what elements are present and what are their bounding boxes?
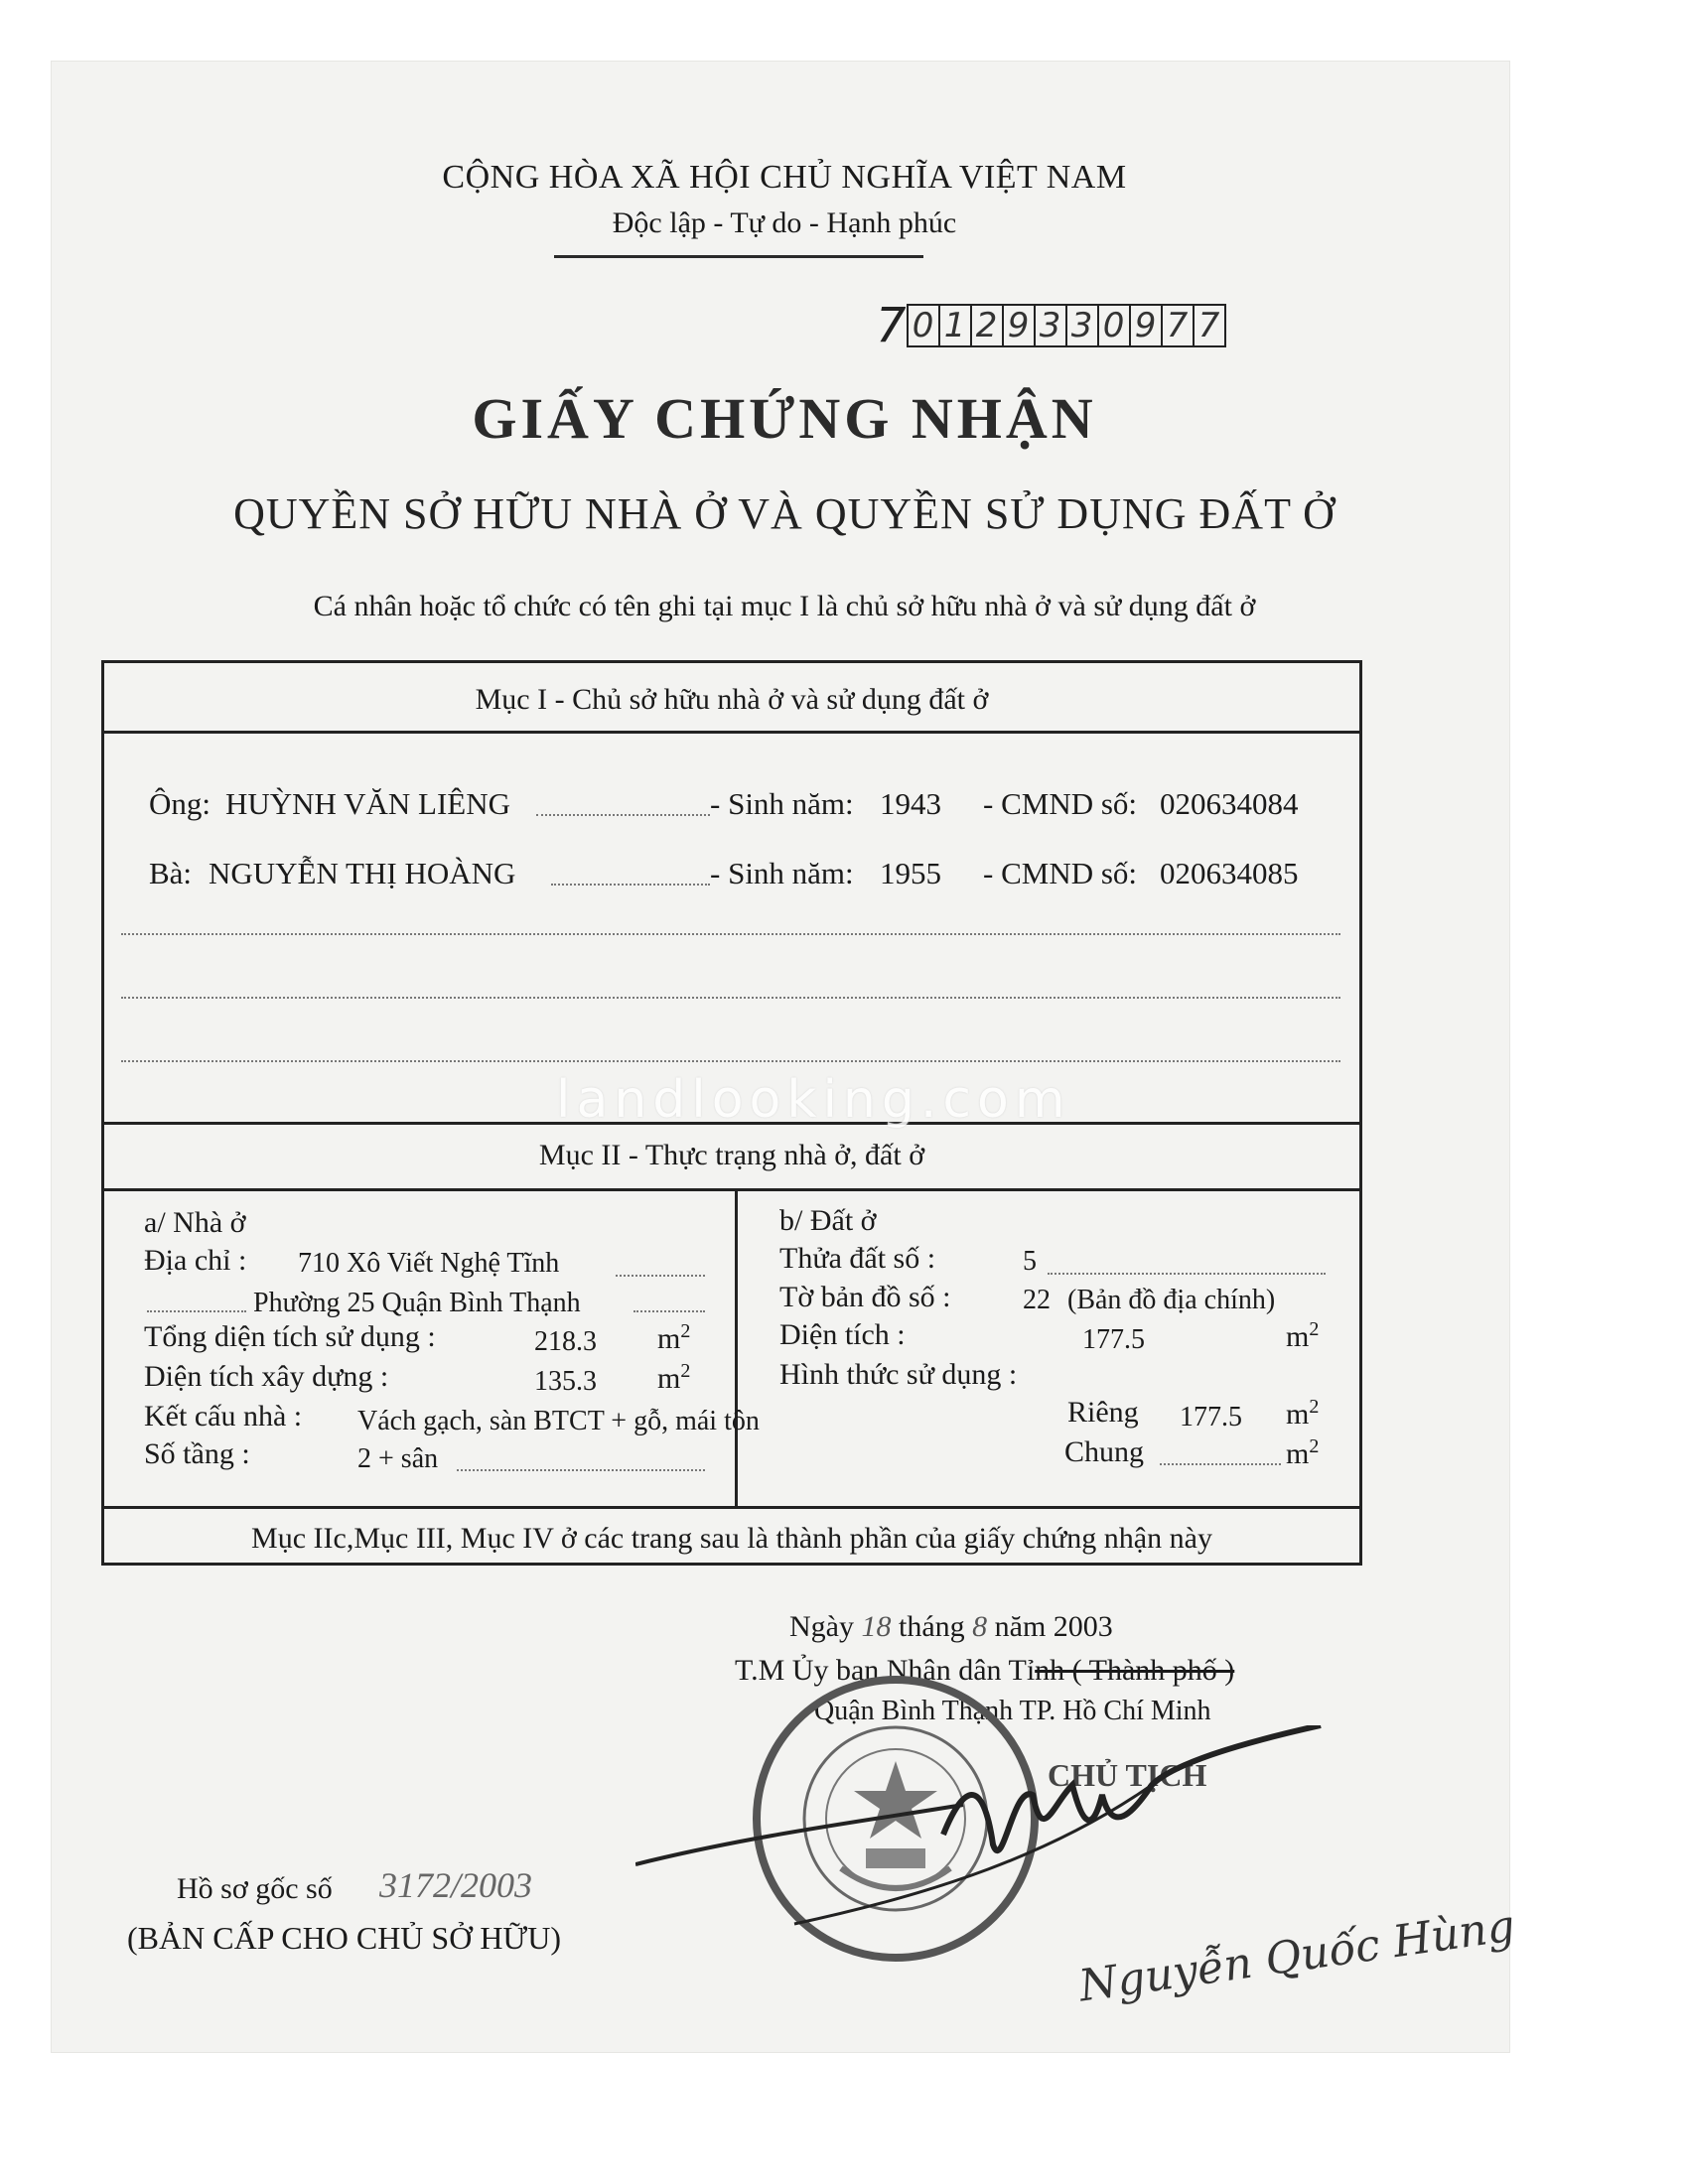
serial-digit: 3 <box>1065 304 1099 347</box>
structure-label: Kết cấu nhà : <box>144 1400 303 1433</box>
unit: m <box>657 1322 681 1355</box>
dotted-line <box>147 1310 246 1312</box>
copy-note: (BẢN CẤP CHO CHỦ SỞ HỮU) <box>127 1920 562 1956</box>
unit: m <box>657 1362 681 1395</box>
map-sheet-value: 22 <box>1023 1285 1051 1315</box>
owner-2-birth-label: - Sinh năm: <box>710 856 854 890</box>
owner-2-birth-year: 1955 <box>880 856 941 890</box>
document-title: GIẤY CHỨNG NHẬN <box>472 386 1097 451</box>
dotted-line <box>1048 1273 1326 1275</box>
motto-underline <box>554 255 923 258</box>
plot-value: 5 <box>1023 1246 1037 1277</box>
unit-superscript: 2 <box>1309 1396 1320 1418</box>
month-label: tháng <box>898 1610 965 1643</box>
role-title: CHỦ TỊCH <box>1048 1757 1207 1793</box>
section-2-heading: Mục II - Thực trạng nhà ở, đất ở <box>538 1139 925 1171</box>
dotted-line <box>616 1275 705 1277</box>
private-use-label: Riêng <box>1067 1396 1139 1429</box>
dotted-line <box>633 1310 705 1312</box>
land-title: b/ Đất ở <box>779 1204 877 1237</box>
owner-1-birth-label: - Sinh năm: <box>710 786 854 821</box>
unit: m <box>1286 1320 1310 1353</box>
column-divider <box>735 1188 738 1508</box>
authority-struck-text: nh ( Thành phố ) <box>1035 1654 1235 1687</box>
intro-text: Cá nhân hoặc tổ chức có tên ghi tại mục I là chủ sở hữu nhà ở và sử dụng đất ở <box>313 590 1256 622</box>
dotted-line <box>536 814 710 816</box>
owner-2-name: NGUYỄN THỊ HOÀNG <box>209 856 516 890</box>
serial-digit: 7 <box>1193 304 1226 347</box>
house-address-label: Địa chỉ : <box>144 1244 247 1277</box>
owner-1-birth-year: 1943 <box>880 786 941 821</box>
dotted-line <box>457 1469 705 1471</box>
nation-header: CỘNG HÒA XÃ HỘI CHỦ NGHĨA VIỆT NAM <box>442 159 1127 196</box>
shared-use-unit <box>1286 1435 1319 1471</box>
table-divider <box>101 731 1362 734</box>
date-line <box>789 1610 1113 1644</box>
map-sheet-note: (Bản đồ địa chính) <box>1067 1285 1276 1315</box>
owner-2-id-label: - CMND số: <box>983 856 1138 890</box>
signature-icon <box>635 1725 1350 1944</box>
serial-digit: 9 <box>1129 304 1163 347</box>
private-use-value: 177.5 <box>1180 1402 1242 1433</box>
table-divider <box>101 1506 1362 1509</box>
record-label: Hồ sơ gốc số <box>177 1872 333 1905</box>
signer-name: Nguyễn Quốc Hùng <box>1075 1900 1518 2012</box>
section-1-heading: Mục I - Chủ sở hữu nhà ở và sử dụng đất ở <box>475 683 989 716</box>
floors-label: Số tầng : <box>144 1437 250 1470</box>
owner-1-id-number: 020634084 <box>1160 786 1299 821</box>
record-number: 3172/2003 <box>379 1865 533 1905</box>
usage-form-label: Hình thức sử dụng : <box>779 1358 1018 1391</box>
attachment-note: Mục IIc,Mục III, Mục IV ở các trang sau là thành phần của giấy chứng nhận này <box>251 1522 1212 1555</box>
unit-superscript: 2 <box>1309 1318 1320 1340</box>
authority-prefix: T.M Ủy ban Nhân dân Tỉ <box>735 1654 1036 1687</box>
year-value: 2003 <box>1053 1610 1113 1643</box>
unit: m <box>1286 1398 1310 1431</box>
serial-digit: 0 <box>907 304 940 347</box>
build-area-value: 135.3 <box>534 1366 597 1397</box>
unit-superscript: 2 <box>680 1320 691 1342</box>
total-area-label: Tổng diện tích sử dụng : <box>144 1320 436 1353</box>
unit: m <box>1286 1437 1310 1470</box>
total-area-value: 218.3 <box>534 1326 597 1357</box>
house-address-line-1: 710 Xô Viết Nghệ Tĩnh <box>298 1248 560 1279</box>
private-use-unit <box>1286 1396 1319 1432</box>
build-area-label: Diện tích xây dựng : <box>144 1360 389 1393</box>
serial-digit: 9 <box>1002 304 1036 347</box>
serial-digit: 0 <box>1097 304 1131 347</box>
plot-label: Thửa đất số : <box>779 1242 936 1275</box>
month-value: 8 <box>972 1610 988 1643</box>
owner-1-prefix: Ông: <box>149 786 211 821</box>
serial-digit: 3 <box>1034 304 1067 347</box>
day-label: Ngày <box>789 1610 854 1643</box>
serial-number <box>876 298 1226 353</box>
owner-1-id-label: - CMND số: <box>983 786 1138 821</box>
owner-2-id-number: 020634085 <box>1160 856 1299 890</box>
land-area-unit <box>1286 1318 1319 1354</box>
owner-2-prefix: Bà: <box>149 856 193 890</box>
owner-1-name: HUỲNH VĂN LIÊNG <box>225 786 511 821</box>
dotted-line <box>121 1060 1340 1062</box>
document-subtitle: QUYỀN SỞ HỮU NHÀ Ở VÀ QUYỀN SỬ DỤNG ĐẤT Ở <box>233 489 1336 538</box>
serial-digit: 2 <box>970 304 1004 347</box>
serial-digit: 1 <box>938 304 972 347</box>
serial-digit: 7 <box>1161 304 1195 347</box>
structure-value: Vách gạch, sàn BTCT + gỗ, mái tôn <box>357 1406 760 1436</box>
land-area-label: Diện tích : <box>779 1318 906 1351</box>
dotted-line <box>551 884 710 886</box>
authority-line-2: Quận Bình Thạnh TP. Hồ Chí Minh <box>814 1696 1211 1726</box>
motto: Độc lập - Tự do - Hạnh phúc <box>612 206 957 239</box>
house-title: a/ Nhà ở <box>144 1206 246 1239</box>
land-area-value: 177.5 <box>1082 1324 1145 1355</box>
table-divider <box>101 1188 1362 1191</box>
dotted-line <box>1160 1463 1281 1465</box>
map-sheet-label: Tờ bản đồ số : <box>779 1281 951 1313</box>
floors-value: 2 + sân <box>357 1443 439 1474</box>
dotted-line <box>121 933 1340 935</box>
unit-superscript: 2 <box>1309 1435 1320 1457</box>
watermark: landlooking.com <box>556 1070 1071 1130</box>
year-label: năm <box>994 1610 1047 1643</box>
shared-use-label: Chung <box>1064 1435 1145 1468</box>
build-area-unit <box>657 1360 690 1396</box>
day-value: 18 <box>861 1610 892 1643</box>
dotted-line <box>121 997 1340 999</box>
serial-first-digit: 7 <box>876 298 907 353</box>
house-address-line-2: Phường 25 Quận Bình Thạnh <box>253 1288 581 1318</box>
total-area-unit <box>657 1320 690 1356</box>
unit-superscript: 2 <box>680 1360 691 1382</box>
